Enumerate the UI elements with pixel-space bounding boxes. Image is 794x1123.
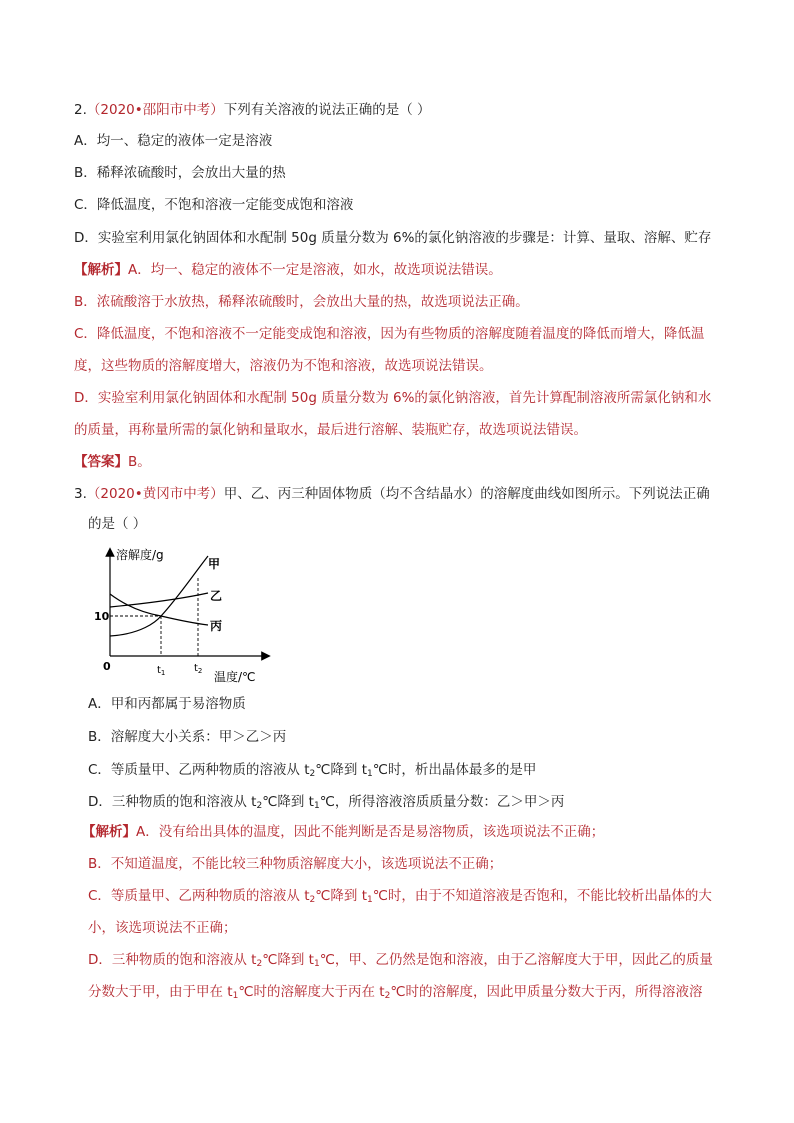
analysis-text: A．均一、稳定的液体不一定是溶液，如水，故选项说法错误。 [128, 262, 502, 278]
q2-option-b: B．稀释浓硫酸时，会放出大量的热 [74, 165, 286, 181]
x-tick-t2: $t_2$ [194, 663, 203, 675]
q3-option-b: B．溶解度大小关系：甲＞乙＞丙 [88, 729, 287, 745]
source-bracket: ） [210, 102, 224, 118]
analysis-text: A．没有给出具体的温度，因此不能判断是否是易溶物质，该选项说法不正确； [136, 824, 605, 840]
label-yi: 乙 [210, 589, 223, 603]
question-source: 2020•黄冈市中考 [100, 486, 211, 502]
y-tick-10: 10 [94, 610, 110, 623]
q3-stem-line2: 的是（ ） [88, 516, 147, 532]
source-bracket: （ [86, 102, 101, 118]
q3-analysis-c2: 小，该选项说法不正确； [88, 920, 237, 936]
q3-analysis-a [82, 822, 604, 842]
q3-stem [74, 484, 710, 504]
analysis-tag: 【解析】 [82, 824, 136, 840]
curve-bing [110, 594, 208, 625]
q3-analysis-b: B．不知道温度，不能比较三种物质溶解度大小，该选项说法不正确； [88, 856, 503, 872]
origin-label: 0 [103, 660, 111, 673]
source-bracket: （ [86, 486, 101, 502]
question-number: 2. [74, 102, 87, 118]
q2-analysis-d2: 的质量，再称量所需的氯化钠和量取水，最后进行溶解、装瓶贮存，故选项说法错误。 [74, 422, 587, 438]
q2-analysis-c2: 度，这些物质的溶解度增大，溶液仍为不饱和溶液，故选项说法错误。 [74, 358, 493, 374]
question-text: 下列有关溶液的说法正确的是（ ） [223, 102, 431, 118]
q3-analysis-c1: C．等质量甲、乙两种物质的溶液从 $t_2℃$降到 $t_1℃$时，由于不知道溶液是否饱和，不能比较析出晶体的大 [88, 888, 712, 905]
analysis-tag: 【解析】 [74, 262, 128, 278]
q2-analysis-a [74, 260, 502, 280]
x-tick-t1: $t_1$ [157, 665, 166, 677]
q2-analysis-d1: D．实验室利用氯化钠固体和水配制 50g 质量分数为 6%的氯化钠溶液，首先计算配制溶液所需氯化钠和水 [74, 390, 712, 406]
q2-option-d: D．实验室利用氯化钠固体和水配制 50g 质量分数为 6%的氯化钠溶液的步骤是：计算、量取、溶解、贮存 [74, 230, 712, 246]
question-number: 3. [74, 486, 87, 502]
x-axis-label: 温度/℃ [214, 670, 256, 684]
q2-analysis-c1: C．降低温度，不饱和溶液不一定能变成饱和溶液，因为有些物质的溶解度随着温度的降低而增大，降低温 [74, 326, 705, 342]
answer-tag: 【答案】 [74, 454, 128, 470]
q2-answer [74, 452, 151, 472]
q2-option-c: C．降低温度，不饱和溶液一定能变成饱和溶液 [74, 197, 354, 213]
q3-option-a: A．甲和丙都属于易溶物质 [88, 696, 246, 712]
q3-analysis-d2: 分数大于甲，由于甲在 $t_1℃$时的溶解度大于丙在 $t_2℃$时的溶解度，因此甲质量分数大于丙，所得溶液溶 [88, 984, 703, 1001]
q3-option-c: C．等质量甲、乙两种物质的溶液从 $t_2℃$降到 $t_1℃$时，析出晶体最多的是甲 [88, 762, 537, 779]
y-axis-label: 溶解度/g [116, 548, 164, 562]
q2-analysis-b: B．浓硫酸溶于水放热，稀释浓硫酸时，会放出大量的热，故选项说法正确。 [74, 294, 529, 310]
source-bracket: ） [210, 486, 224, 502]
label-jia: 甲 [208, 557, 221, 571]
label-bing: 丙 [210, 619, 223, 633]
curve-yi [110, 593, 208, 607]
solubility-curve-figure [96, 548, 276, 688]
q2-option-a: A．均一、稳定的液体一定是溶液 [74, 133, 273, 149]
q3-analysis-d1: D．三种物质的饱和溶液从 $t_2℃$降到 $t_1℃$，甲、乙仍然是饱和溶液，由于乙溶解度大于甲，因此乙的质量 [88, 952, 713, 969]
answer-text: B。 [128, 454, 151, 470]
question-text: 甲、乙、丙三种固体物质（均不含结晶水）的溶解度曲线如图所示。下列说法正确 [223, 486, 710, 502]
q3-option-d: D．三种物质的饱和溶液从 $t_2℃$降到 $t_1℃$，所得溶液溶质质量分数：乙＞甲＞丙 [88, 794, 565, 811]
question-source: 2020•邵阳市中考 [100, 102, 211, 118]
q2-stem [74, 100, 431, 120]
